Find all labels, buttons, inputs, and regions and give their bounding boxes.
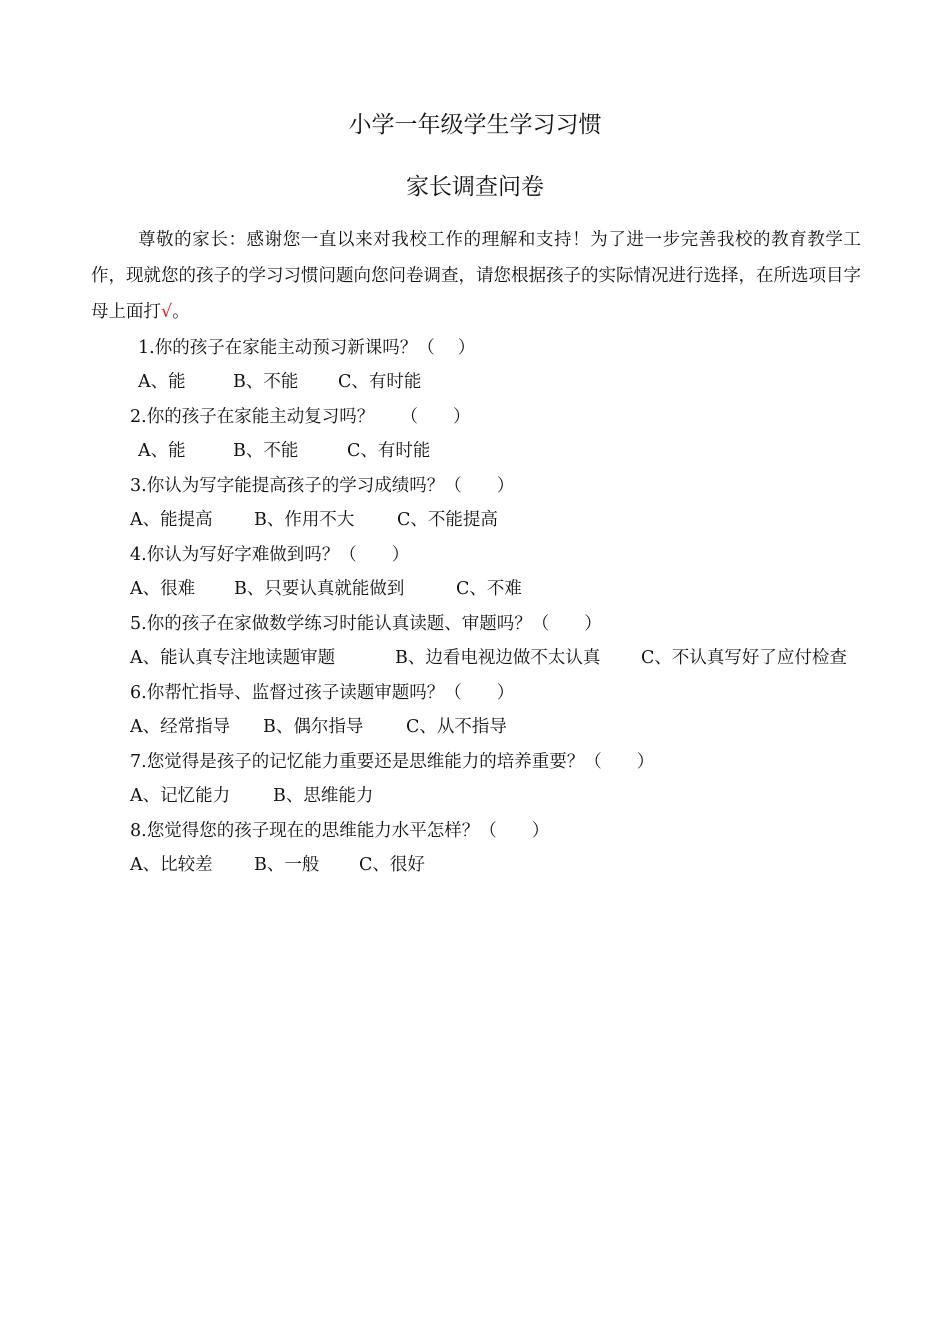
- option-8b[interactable]: B、一般: [254, 855, 320, 875]
- option-3a[interactable]: A、能提高: [130, 510, 213, 530]
- option-2c[interactable]: C、有时能: [347, 441, 431, 461]
- question-2: 2.你的孩子在家能主动复习吗？ （ ）: [130, 407, 471, 427]
- option-4b[interactable]: B、只要认真就能做到: [234, 579, 405, 599]
- option-8a[interactable]: A、比较差: [130, 855, 213, 875]
- option-1a[interactable]: A、能: [138, 372, 186, 392]
- options-6: [130, 715, 507, 739]
- option-2a[interactable]: A、能: [138, 441, 186, 461]
- intro-paragraph: [91, 222, 861, 330]
- intro-end: 。: [172, 302, 190, 322]
- question-3: 3.你认为写字能提高孩子的学习成绩吗？（ ）: [130, 476, 515, 496]
- option-5b[interactable]: B、边看电视边做不太认真: [395, 648, 601, 668]
- page-title: 小学一年级学生学习习惯: [348, 112, 602, 138]
- options-8: [130, 853, 425, 877]
- option-6c[interactable]: C、从不指导: [406, 717, 507, 737]
- option-7b[interactable]: B、思维能力: [273, 786, 374, 806]
- option-4c[interactable]: C、不难: [456, 579, 522, 599]
- question-4: 4.你认为写好字难做到吗？（ ）: [130, 545, 410, 565]
- page-subtitle: 家长调查问卷: [406, 174, 544, 200]
- option-4a[interactable]: A、很难: [130, 579, 196, 599]
- options-4: [130, 577, 522, 601]
- option-1c[interactable]: C、有时能: [338, 372, 422, 392]
- options-5: [130, 646, 847, 670]
- options-2: [138, 439, 430, 463]
- option-2b[interactable]: B、不能: [233, 441, 299, 461]
- intro-text: 尊敬的家长：感谢您一直以来对我校工作的理解和支持！为了进一步完善我校的教育教学工作，现就您的孩子的学习习惯问题向您问卷调查，请您根据孩子的实际情况进行选择，在所选项目字母上面打: [91, 230, 861, 322]
- option-8c[interactable]: C、很好: [359, 855, 425, 875]
- options-3: [130, 508, 498, 532]
- option-3c[interactable]: C、不能提高: [397, 510, 498, 530]
- option-1b[interactable]: B、不能: [233, 372, 299, 392]
- question-6: 6.你帮忙指导、监督过孩子读题审题吗？（ ）: [130, 683, 515, 703]
- option-6a[interactable]: A、经常指导: [130, 717, 231, 737]
- option-7a[interactable]: A、记忆能力: [130, 786, 231, 806]
- check-mark-icon: √: [161, 302, 173, 322]
- options-7: [130, 784, 373, 808]
- option-6b[interactable]: B、偶尔指导: [263, 717, 364, 737]
- question-8: 8.您觉得您的孩子现在的思维能力水平怎样？（ ）: [130, 821, 550, 841]
- question-1: 1.你的孩子在家能主动预习新课吗？（ ）: [138, 338, 476, 358]
- option-5a[interactable]: A、能认真专注地读题审题: [130, 648, 336, 668]
- option-5c[interactable]: C、不认真写好了应付检查: [641, 648, 847, 668]
- option-3b[interactable]: B、作用不大: [254, 510, 355, 530]
- question-7: 7.您觉得是孩子的记忆能力重要还是思维能力的培养重要？（ ）: [130, 752, 655, 772]
- options-1: [138, 370, 421, 394]
- question-5: 5.你的孩子在家做数学练习时能认真读题、审题吗？（ ）: [130, 614, 602, 634]
